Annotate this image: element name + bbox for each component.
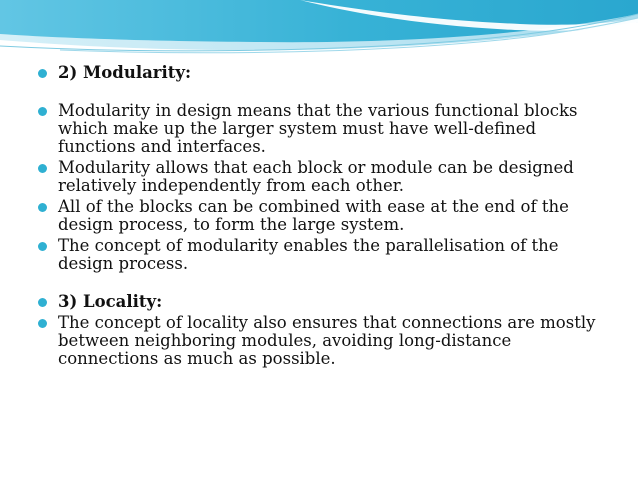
bullet-text: Modularity in design means that the various functional blocks which make up the larger system must have well-defined functions and interfaces. (58, 101, 578, 156)
slide-content (36, 64, 616, 368)
bullet-point (36, 102, 616, 156)
bullet-point (36, 159, 616, 195)
heading-text: 2) Modularity: (58, 63, 192, 82)
bullet-point (36, 237, 616, 273)
section-heading-modularity (36, 64, 616, 82)
bullet-text: The concept of modularity enables the parallelisation of the design process. (58, 236, 559, 273)
bullet-dot-icon (38, 107, 47, 116)
bullet-point (36, 198, 616, 234)
bullet-dot-icon (38, 164, 47, 173)
bullet-point (36, 314, 616, 368)
bullet-dot-icon (38, 69, 47, 78)
bullet-dot-icon (38, 242, 47, 251)
bullet-text: Modularity allows that each block or module can be designed relatively independently from each other. (58, 158, 574, 195)
bullet-dot-icon (38, 319, 47, 328)
section-heading-locality (36, 293, 616, 311)
bullet-text: The concept of locality also ensures that connections are mostly between neighboring modules, avoiding long-distance connections as much as possible. (58, 313, 596, 368)
bullet-dot-icon (38, 203, 47, 212)
bullet-dot-icon (38, 298, 47, 307)
heading-text: 3) Locality: (58, 292, 163, 311)
bullet-text: All of the blocks can be combined with ease at the end of the design process, to form the large system. (58, 197, 569, 234)
